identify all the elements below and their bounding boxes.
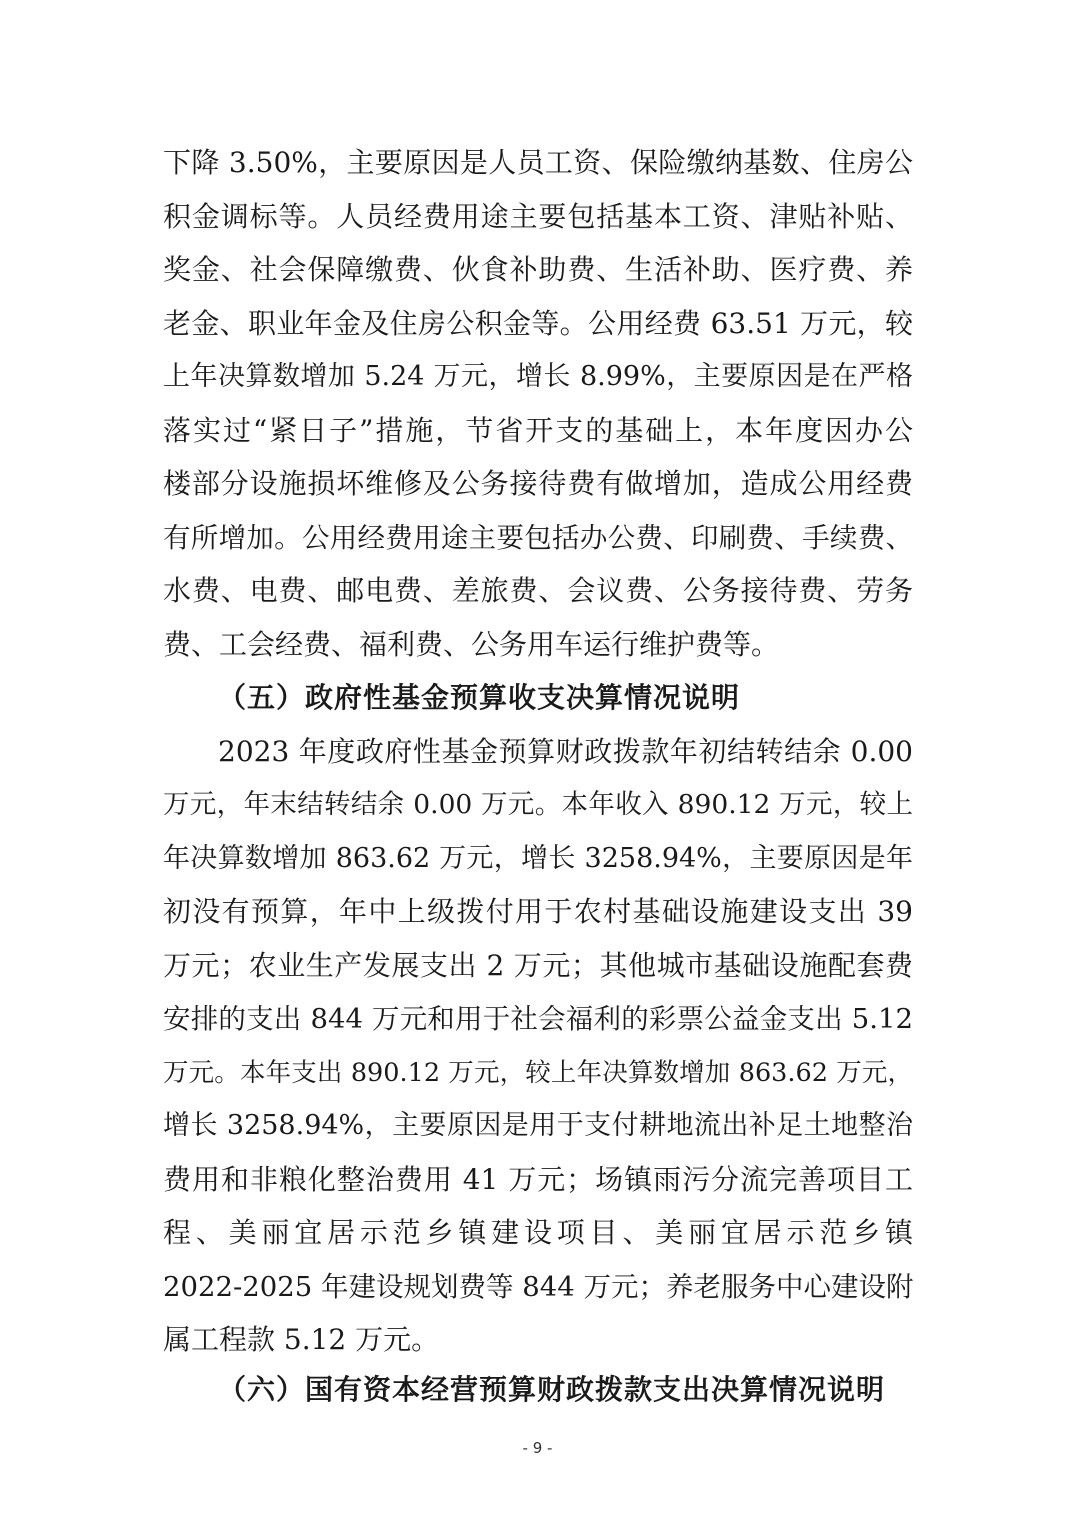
para2-line-12: 属工程款 5.12 万元。 [163, 1323, 440, 1356]
para1-line-7: 楼部分设施损坏维修及公务接待费有做增加，造成公用经费 [163, 467, 913, 500]
para2-line-10: 程、美丽宜居示范乡镇建设项目、美丽宜居示范乡镇 [163, 1216, 913, 1249]
para1-line-10: 费、工会经费、福利费、公务用车运行维护费等。 [163, 628, 780, 661]
section-heading-6: （六）国有资本经营预算财政拨款支出决算情况说明 [218, 1373, 886, 1406]
page-number: - 9 - [522, 1439, 553, 1457]
para1-line-2: 积金调标等。人员经费用途主要包括基本工资、津贴补贴、 [163, 200, 913, 233]
para1-line-1: 下降 3.50%，主要原因是人员工资、保险缴纳基数、住房公 [163, 146, 913, 179]
para1-line-8: 有所增加。公用经费用途主要包括办公费、印刷费、手续费、 [163, 522, 913, 554]
para1-line-6: 落实过“紧日子”措施，节省开支的基础上，本年度因办公 [163, 414, 913, 447]
para1-line-9: 水费、电费、邮电费、差旅费、会议费、公务接待费、劳务 [163, 574, 913, 607]
para2-line-1: 2023 年度政府性基金预算财政拨款年初结转结余 0.00 [218, 735, 913, 768]
para2-line-5: 万元；农业生产发展支出 2 万元；其他城市基础设施配套费 [163, 949, 913, 982]
para2-line-11: 2022-2025 年建设规划费等 844 万元；养老服务中心建设附 [163, 1271, 914, 1303]
para2-line-4: 初没有预算，年中上级拨付用于农村基础设施建设支出 39 [163, 895, 913, 928]
para2-line-2: 万元，年末结转结余 0.00 万元。本年收入 890.12 万元，较上 [163, 789, 913, 820]
para1-line-3: 奖金、社会保障缴费、伙食补助费、生活补助、医疗费、养 [163, 253, 913, 286]
para2-line-3: 年决算数增加 863.62 万元，增长 3258.94%，主要原因是年 [163, 843, 913, 874]
para1-line-4: 老金、职业年金及住房公积金等。公用经费 63.51 万元，较 [163, 307, 913, 340]
para2-line-7: 万元。本年支出 890.12 万元，较上年决算数增加 863.62 万元， [163, 1058, 913, 1088]
para2-line-6: 安排的支出 844 万元和用于社会福利的彩票公益金支出 5.12 [163, 1003, 913, 1035]
para1-line-5: 上年决算数增加 5.24 万元，增长 8.99%，主要原因是在严格 [163, 361, 913, 392]
para2-line-9: 费用和非粮化整治费用 41 万元；场镇雨污分流完善项目工 [163, 1163, 913, 1196]
para2-line-8: 增长 3258.94%，主要原因是用于支付耕地流出补足土地整治 [163, 1110, 913, 1141]
section-heading-5: （五）政府性基金预算收支决算情况说明 [218, 681, 741, 714]
